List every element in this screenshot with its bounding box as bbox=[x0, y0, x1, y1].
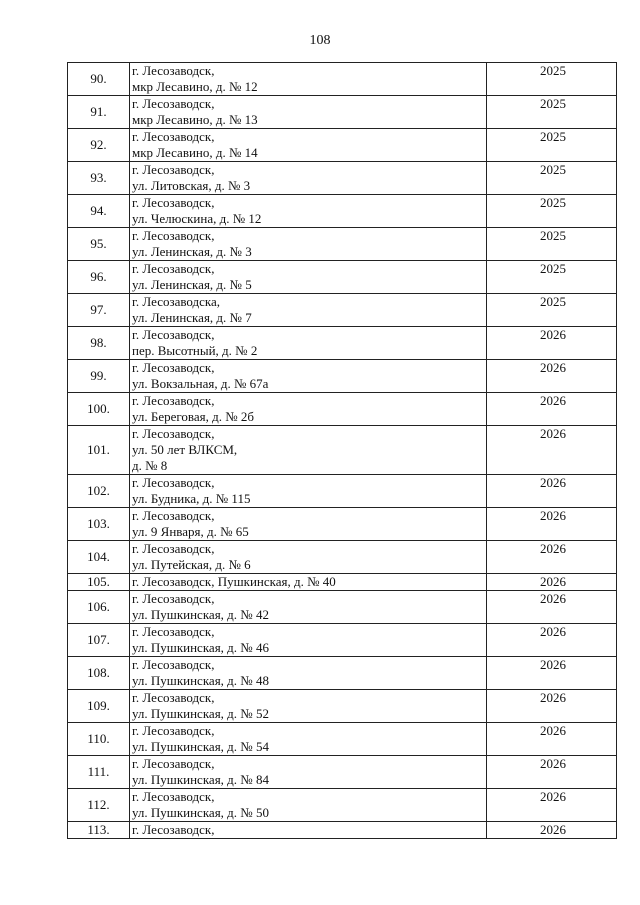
address-line: ул. Пушкинская, д. № 50 bbox=[132, 805, 269, 820]
address-cell bbox=[130, 228, 487, 261]
address-line: ул. Пушкинская, д. № 54 bbox=[132, 739, 269, 754]
address-line: г. Лесозаводск, bbox=[132, 228, 215, 243]
row-number: 108. bbox=[68, 657, 130, 690]
address-line: ул. Пушкинская, д. № 84 bbox=[132, 772, 269, 787]
year-cell: 2026 bbox=[487, 360, 617, 393]
table-row bbox=[68, 756, 617, 789]
row-number: 94. bbox=[68, 195, 130, 228]
table-row bbox=[68, 294, 617, 327]
row-number: 104. bbox=[68, 541, 130, 574]
address-line: ул. Путейская, д. № 6 bbox=[132, 557, 251, 572]
row-number: 113. bbox=[68, 822, 130, 839]
address-cell bbox=[130, 195, 487, 228]
address-cell bbox=[130, 508, 487, 541]
address-line: г. Лесозаводск, bbox=[132, 63, 215, 78]
table-row bbox=[68, 327, 617, 360]
address-line: г. Лесозаводск, bbox=[132, 393, 215, 408]
address-cell bbox=[130, 96, 487, 129]
year-cell: 2026 bbox=[487, 508, 617, 541]
year-cell: 2025 bbox=[487, 261, 617, 294]
address-cell bbox=[130, 360, 487, 393]
address-line: г. Лесозаводск, bbox=[132, 657, 215, 672]
address-line: ул. Ленинская, д. № 3 bbox=[132, 244, 252, 259]
table-row bbox=[68, 690, 617, 723]
row-number: 101. bbox=[68, 426, 130, 475]
year-cell: 2025 bbox=[487, 96, 617, 129]
address-cell bbox=[130, 63, 487, 96]
year-cell: 2026 bbox=[487, 624, 617, 657]
address-cell bbox=[130, 723, 487, 756]
row-number: 92. bbox=[68, 129, 130, 162]
address-line: г. Лесозаводск, Пушкинская, д. № 40 bbox=[132, 574, 336, 589]
address-line: г. Лесозаводск, bbox=[132, 96, 215, 111]
address-line: г. Лесозаводск, bbox=[132, 624, 215, 639]
address-line: г. Лесозаводск, bbox=[132, 508, 215, 523]
row-number: 99. bbox=[68, 360, 130, 393]
year-cell: 2026 bbox=[487, 690, 617, 723]
address-line: ул. Береговая, д. № 2б bbox=[132, 409, 255, 424]
address-line: г. Лесозаводск, bbox=[132, 360, 215, 375]
address-line: ул. 50 лет ВЛКСМ, bbox=[132, 442, 238, 457]
address-line: ул. Вокзальная, д. № 67а bbox=[132, 376, 269, 391]
year-cell: 2025 bbox=[487, 294, 617, 327]
address-cell bbox=[130, 690, 487, 723]
address-cell bbox=[130, 294, 487, 327]
row-number: 100. bbox=[68, 393, 130, 426]
table-row bbox=[68, 129, 617, 162]
address-line: г. Лесозаводск, bbox=[132, 541, 215, 556]
address-line: г. Лесозаводск, bbox=[132, 426, 215, 441]
address-line: г. Лесозаводск, bbox=[132, 195, 215, 210]
address-table-body bbox=[68, 63, 617, 839]
address-cell bbox=[130, 129, 487, 162]
address-line: мкр Лесавино, д. № 14 bbox=[132, 145, 258, 160]
year-cell: 2026 bbox=[487, 574, 617, 591]
table-row bbox=[68, 393, 617, 426]
address-line: ул. Пушкинская, д. № 52 bbox=[132, 706, 269, 721]
address-line: пер. Высотный, д. № 2 bbox=[132, 343, 258, 358]
address-cell bbox=[130, 574, 487, 591]
address-line: г. Лесозаводск, bbox=[132, 789, 215, 804]
address-cell bbox=[130, 475, 487, 508]
address-line: ул. Челюскина, д. № 12 bbox=[132, 211, 262, 226]
address-line: д. № 8 bbox=[132, 458, 168, 473]
year-cell: 2026 bbox=[487, 723, 617, 756]
year-cell: 2025 bbox=[487, 63, 617, 96]
address-line: г. Лесозаводск, bbox=[132, 129, 215, 144]
address-cell bbox=[130, 327, 487, 360]
address-line: ул. Литовская, д. № 3 bbox=[132, 178, 251, 193]
address-line: г. Лесозаводск, bbox=[132, 327, 215, 342]
row-number: 106. bbox=[68, 591, 130, 624]
year-cell: 2026 bbox=[487, 475, 617, 508]
table-row bbox=[68, 96, 617, 129]
table-row bbox=[68, 591, 617, 624]
table-row bbox=[68, 63, 617, 96]
year-cell: 2026 bbox=[487, 591, 617, 624]
year-cell: 2025 bbox=[487, 162, 617, 195]
row-number: 93. bbox=[68, 162, 130, 195]
table-row bbox=[68, 426, 617, 475]
row-number: 97. bbox=[68, 294, 130, 327]
row-number: 111. bbox=[68, 756, 130, 789]
row-number: 96. bbox=[68, 261, 130, 294]
year-cell: 2026 bbox=[487, 327, 617, 360]
address-table bbox=[67, 62, 617, 839]
address-line: ул. Ленинская, д. № 5 bbox=[132, 277, 252, 292]
table-row bbox=[68, 574, 617, 591]
address-line: ул. Будника, д. № 115 bbox=[132, 491, 251, 506]
address-line: ул. Пушкинская, д. № 48 bbox=[132, 673, 269, 688]
address-cell bbox=[130, 657, 487, 690]
table-row bbox=[68, 508, 617, 541]
address-line: ул. Пушкинская, д. № 46 bbox=[132, 640, 269, 655]
address-line: г. Лесозаводск, bbox=[132, 591, 215, 606]
year-cell: 2026 bbox=[487, 657, 617, 690]
address-line: ул. Пушкинская, д. № 42 bbox=[132, 607, 269, 622]
address-cell bbox=[130, 789, 487, 822]
address-cell bbox=[130, 162, 487, 195]
address-cell bbox=[130, 541, 487, 574]
year-cell: 2026 bbox=[487, 756, 617, 789]
address-line: г. Лесозаводска, bbox=[132, 294, 221, 309]
row-number: 110. bbox=[68, 723, 130, 756]
row-number: 107. bbox=[68, 624, 130, 657]
table-row bbox=[68, 541, 617, 574]
year-cell: 2026 bbox=[487, 393, 617, 426]
row-number: 109. bbox=[68, 690, 130, 723]
year-cell: 2026 bbox=[487, 822, 617, 839]
address-line: ул. 9 Января, д. № 65 bbox=[132, 524, 249, 539]
row-number: 98. bbox=[68, 327, 130, 360]
address-line: ул. Ленинская, д. № 7 bbox=[132, 310, 252, 325]
table-row bbox=[68, 723, 617, 756]
address-cell bbox=[130, 393, 487, 426]
year-cell: 2026 bbox=[487, 426, 617, 475]
table-row bbox=[68, 261, 617, 294]
address-line: г. Лесозаводск, bbox=[132, 162, 215, 177]
year-cell: 2026 bbox=[487, 789, 617, 822]
address-line: г. Лесозаводск, bbox=[132, 756, 215, 771]
address-line: г. Лесозаводск, bbox=[132, 822, 215, 837]
table-row bbox=[68, 657, 617, 690]
address-cell bbox=[130, 261, 487, 294]
address-cell bbox=[130, 591, 487, 624]
row-number: 112. bbox=[68, 789, 130, 822]
address-cell bbox=[130, 426, 487, 475]
row-number: 103. bbox=[68, 508, 130, 541]
address-line: мкр Лесавино, д. № 12 bbox=[132, 79, 258, 94]
page-number: 108 bbox=[309, 33, 331, 48]
table-row bbox=[68, 624, 617, 657]
table-row bbox=[68, 195, 617, 228]
address-cell bbox=[130, 756, 487, 789]
row-number: 90. bbox=[68, 63, 130, 96]
year-cell: 2025 bbox=[487, 195, 617, 228]
table-row bbox=[68, 475, 617, 508]
table-row bbox=[68, 228, 617, 261]
address-cell bbox=[130, 624, 487, 657]
address-line: мкр Лесавино, д. № 13 bbox=[132, 112, 258, 127]
row-number: 91. bbox=[68, 96, 130, 129]
table-row bbox=[68, 360, 617, 393]
address-line: г. Лесозаводск, bbox=[132, 261, 215, 276]
row-number: 95. bbox=[68, 228, 130, 261]
address-cell bbox=[130, 822, 487, 839]
address-line: г. Лесозаводск, bbox=[132, 723, 215, 738]
row-number: 102. bbox=[68, 475, 130, 508]
address-line: г. Лесозаводск, bbox=[132, 690, 215, 705]
table-row bbox=[68, 162, 617, 195]
table-row bbox=[68, 789, 617, 822]
address-line: г. Лесозаводск, bbox=[132, 475, 215, 490]
row-number: 105. bbox=[68, 574, 130, 591]
year-cell: 2025 bbox=[487, 228, 617, 261]
table-row bbox=[68, 822, 617, 839]
year-cell: 2026 bbox=[487, 541, 617, 574]
year-cell: 2025 bbox=[487, 129, 617, 162]
